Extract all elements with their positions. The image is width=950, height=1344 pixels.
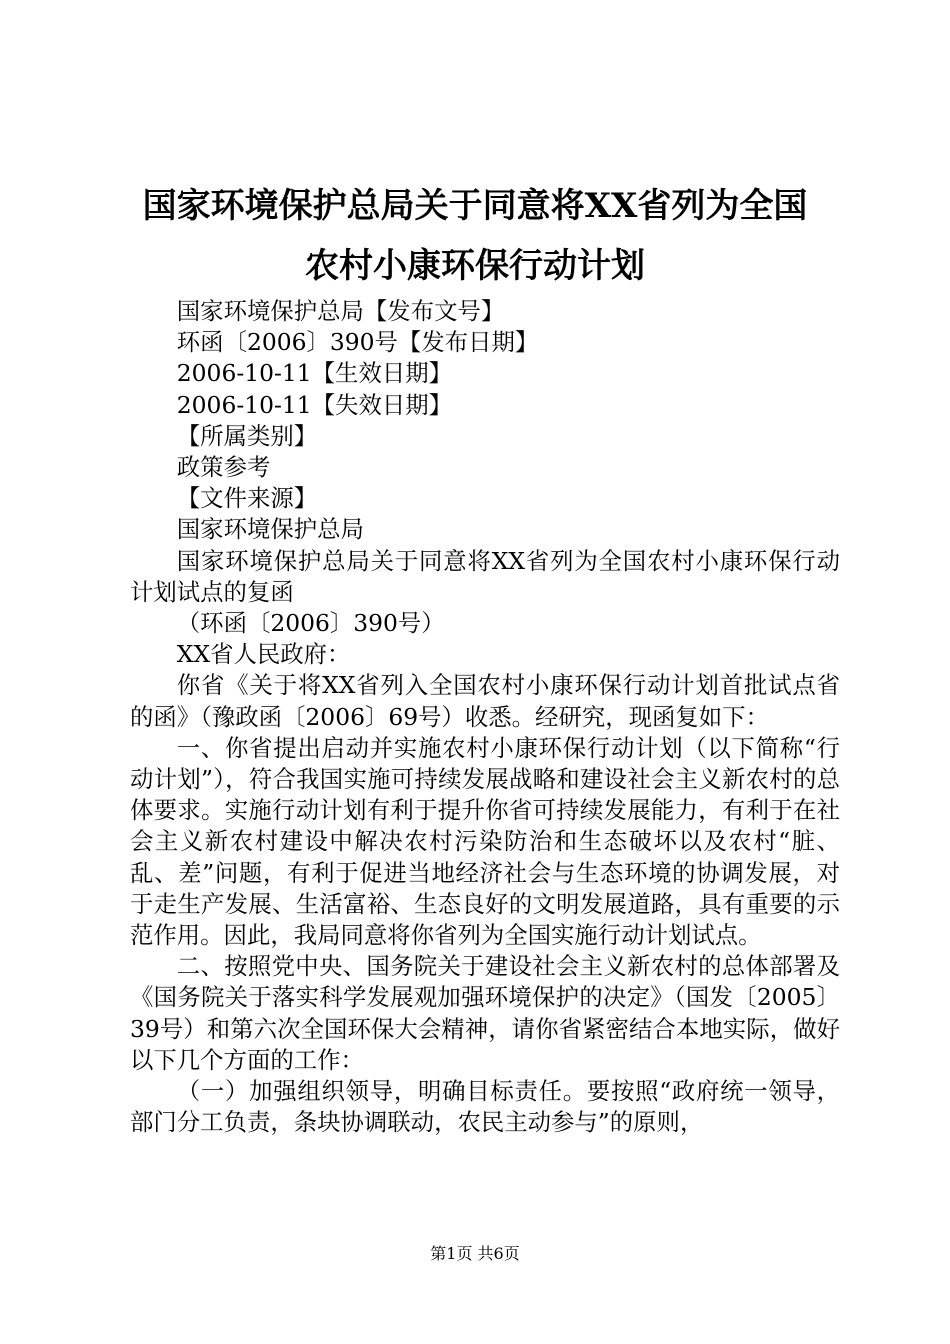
document-body	[130, 296, 840, 1138]
body-paragraph-source-label: 【文件来源】	[176, 484, 318, 513]
body-paragraph-section-2-item-1: （一）加强组织领导，明确目标责任。要按照“政府统一领导，部门分工负责，条块协调联动，农民主动参与”的原则，	[130, 1077, 840, 1137]
body-paragraph-reply-number: （环函〔2006〕390号）	[176, 609, 445, 638]
body-paragraph-section-1: 一、你省提出启动并实施农村小康环保行动计划（以下简称“行动计划”），符合我国实施可持续发展战略和建设社会主义新农村的总体要求。实施行动计划有利于提升你省可持续发展能力，有利于在社会主义新农村建设中解决农村污染防治和生态破坏以及农村“脏、乱、差”问题，有利于促进当地经济社会与生态环境的协调发展，对于走生产发展、生活富裕、生态良好的文明发展道路，具有重要的示范作用。因此，我局同意将你省列为全国实施行动计划试点。	[130, 733, 840, 950]
body-paragraph-doc-number: 环函〔2006〕390号【发布日期】	[176, 328, 539, 357]
body-paragraph-section-2: 二、按照党中央、国务院关于建设社会主义新农村的总体部署及《国务院关于落实科学发展观加强环境保护的决定》（国发〔2005〕39号）和第六次全国环保大会精神，请你省紧密结合本地实际，做好以下几个方面的工作：	[130, 952, 840, 1074]
body-paragraph-issuer: 国家环境保护总局【发布文号】	[176, 297, 505, 325]
body-paragraph-addressee: XX省人民政府：	[176, 640, 351, 669]
body-paragraph-category: 政策参考	[176, 453, 271, 482]
body-paragraph-reply-title: 国家环境保护总局关于同意将XX省列为全国农村小康环保行动计划试点的复函	[130, 546, 840, 606]
body-paragraph-effective-date: 2006-10-11【失效日期】	[176, 390, 453, 419]
body-paragraph-issue-date: 2006-10-11【生效日期】	[176, 359, 453, 388]
page-number-footer: 第1页 共6页	[430, 1244, 520, 1263]
document-title-line-1: 国家环境保护总局关于同意将XX省列为全国	[142, 186, 808, 226]
body-paragraph-intro: 你省《关于将XX省列入全国农村小康环保行动计划首批试点省的函》（豫政函〔2006〕69号）收悉。经研究，现函复如下：	[130, 671, 840, 731]
body-paragraph-category-label: 【所属类别】	[176, 421, 318, 450]
document-title-line-2: 农村小康环保行动计划	[305, 246, 645, 286]
body-paragraph-source: 国家环境保护总局	[176, 515, 364, 544]
